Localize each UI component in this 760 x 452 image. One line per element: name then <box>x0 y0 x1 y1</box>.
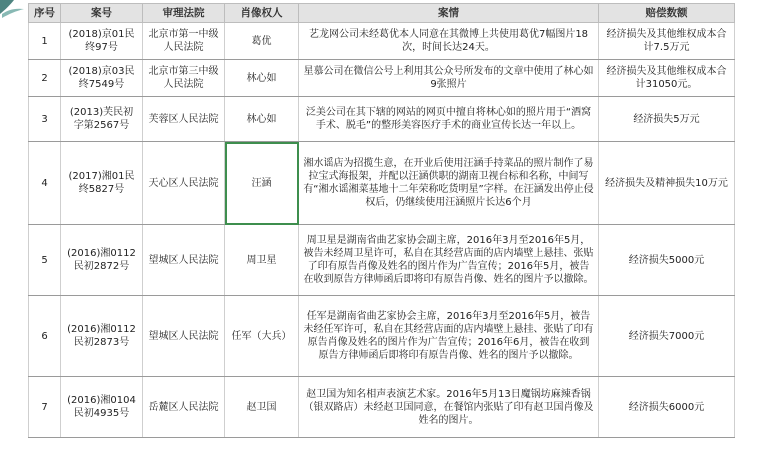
table-row <box>29 97 735 142</box>
cell-portrait-right-holder[interactable]: 葛优 <box>225 23 299 60</box>
cell-case-number[interactable]: (2016)湘0104民初4935号 <box>61 377 143 438</box>
cell-portrait-right-holder[interactable]: 林心如 <box>225 97 299 142</box>
header-case-number: 案号 <box>61 4 143 23</box>
table-row <box>29 377 735 438</box>
cell-index[interactable]: 2 <box>29 60 61 97</box>
cell-index[interactable]: 6 <box>29 296 61 377</box>
cell-case-details[interactable]: 湘水谣店为招揽生意，在开业后使用汪涵手持菜品的照片制作了易拉宝式海报架，并配以汪涵供职的湖南卫视台标和名称，中间写有“湘水谣湘菜基地十二年荣称吃货明星”字样。在汪涵发出停止侵权后，仍继续使用汪涵照片长达6个月 <box>299 142 599 225</box>
cell-case-details[interactable]: 泛美公司在其下辖的网站的网页中擅自将林心如的照片用于“酒窝手术、脱毛”的整形美容医疗手术的商业宣传长达一年以上。 <box>299 97 599 142</box>
cell-index[interactable]: 5 <box>29 225 61 296</box>
header-case-details: 案情 <box>299 4 599 23</box>
cell-court[interactable]: 天心区人民法院 <box>143 142 225 225</box>
cell-portrait-right-holder[interactable]: 赵卫国 <box>225 377 299 438</box>
cell-compensation[interactable]: 经济损失6000元 <box>599 377 735 438</box>
table-row <box>29 23 735 60</box>
cell-case-number[interactable]: (2018)京03民终7549号 <box>61 60 143 97</box>
table-row <box>29 296 735 377</box>
header-court: 审理法院 <box>143 4 225 23</box>
cell-compensation[interactable]: 经济损失5万元 <box>599 97 735 142</box>
cell-case-details[interactable]: 艺龙网公司未经葛优本人同意在其微博上共使用葛优7幅图片18次，时间长达24天。 <box>299 23 599 60</box>
cell-court[interactable]: 岳麓区人民法院 <box>143 377 225 438</box>
cell-compensation[interactable]: 经济损失及精神损失10万元 <box>599 142 735 225</box>
header-portrait-right-holder: 肖像权人 <box>225 4 299 23</box>
cell-case-number[interactable]: (2018)京01民终97号 <box>61 23 143 60</box>
cell-portrait-right-holder-selected[interactable]: 汪涵 <box>225 142 299 225</box>
cell-court[interactable]: 望城区人民法院 <box>143 296 225 377</box>
cell-portrait-right-holder[interactable]: 任军（大兵） <box>225 296 299 377</box>
cell-portrait-right-holder[interactable]: 周卫星 <box>225 225 299 296</box>
cell-compensation[interactable]: 经济损失5000元 <box>599 225 735 296</box>
cell-index[interactable]: 3 <box>29 97 61 142</box>
header-compensation: 赔偿数额 <box>599 4 735 23</box>
cell-case-details[interactable]: 任军是湖南省曲艺家协会主席，2016年3月至2016年5月，被告未经任军许可，私自在其经营店面的店内墙壁上悬挂、张贴了印有原告肖像及姓名的图片作为广告宣传；2016年6月，被告在收到原告方律师函后即将印有原告肖像、姓名的图片予以撤除。 <box>299 296 599 377</box>
portrait-rights-case-table <box>28 3 735 438</box>
cell-case-number[interactable]: (2017)湘01民终5827号 <box>61 142 143 225</box>
cell-court[interactable]: 芙蓉区人民法院 <box>143 97 225 142</box>
table-row <box>29 60 735 97</box>
cell-court[interactable]: 望城区人民法院 <box>143 225 225 296</box>
cell-index[interactable]: 4 <box>29 142 61 225</box>
cell-case-details[interactable]: 星慕公司在微信公号上利用其公众号所发布的文章中使用了林心如9张照片 <box>299 60 599 97</box>
corner-logo-icon <box>0 0 26 20</box>
cell-portrait-right-holder[interactable]: 林心如 <box>225 60 299 97</box>
table-header-row <box>29 4 735 23</box>
cell-case-number[interactable]: (2016)湘0112民初2873号 <box>61 296 143 377</box>
cell-case-details[interactable]: 赵卫国为知名相声表演艺术家。2016年5月13日魔锅坊麻辣香锅（银双路店）未经赵卫国同意，在餐馆内张贴了印有赵卫国肖像及姓名的图片。 <box>299 377 599 438</box>
cell-compensation[interactable]: 经济损失及其他维权成本合计7.5万元 <box>599 23 735 60</box>
cell-court[interactable]: 北京市第三中级人民法院 <box>143 60 225 97</box>
cell-case-number[interactable]: (2016)湘0112民初2872号 <box>61 225 143 296</box>
table-row <box>29 225 735 296</box>
cell-compensation[interactable]: 经济损失及其他维权成本合计31050元。 <box>599 60 735 97</box>
cell-case-number[interactable]: (2013)芙民初字第2567号 <box>61 97 143 142</box>
header-index: 序号 <box>29 4 61 23</box>
cell-index[interactable]: 7 <box>29 377 61 438</box>
cell-court[interactable]: 北京市第一中级人民法院 <box>143 23 225 60</box>
cell-compensation[interactable]: 经济损失7000元 <box>599 296 735 377</box>
cell-index[interactable]: 1 <box>29 23 61 60</box>
table-row <box>29 142 735 225</box>
cell-case-details[interactable]: 周卫星是湖南省曲艺家协会副主席，2016年3月至2016年5月，被告未经周卫星许可，私自在其经营店面的店内墙壁上悬挂、张贴了印有原告肖像及姓名的图片作为广告宣传；2016年5月，被告在收到原告方律师函后即将印有原告肖像、姓名的图片予以撤除。 <box>299 225 599 296</box>
